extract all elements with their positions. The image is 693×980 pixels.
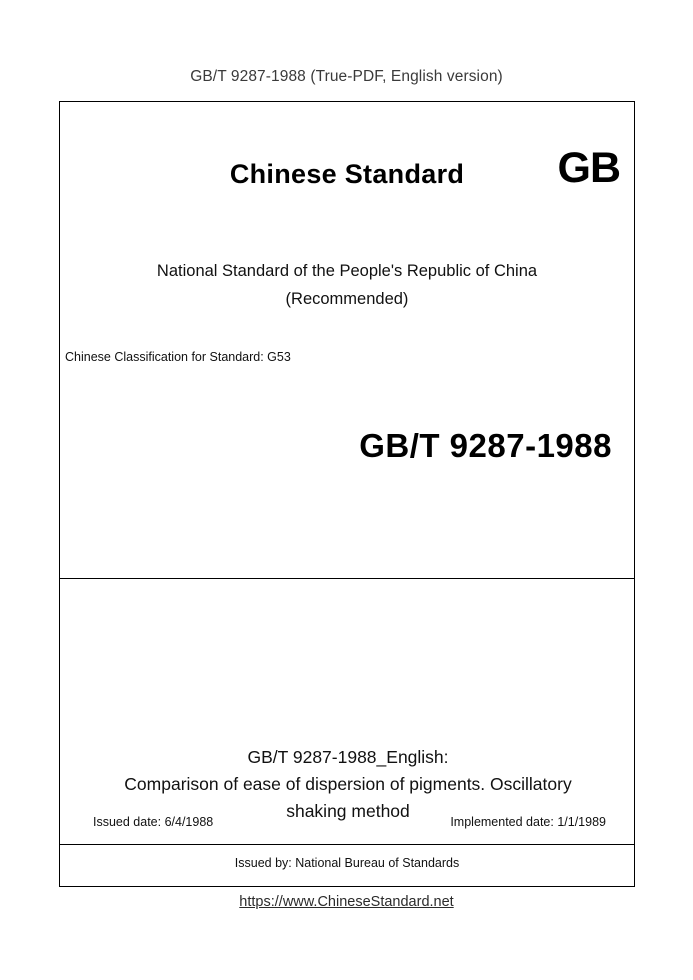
implemented-date: Implemented date: 1/1/1989 [450, 815, 606, 829]
chinese-standard-heading: Chinese Standard [229, 159, 465, 189]
cover-upper-section [60, 102, 634, 579]
national-standard-line-2: (Recommended) [285, 290, 409, 308]
standard-cover-box [59, 101, 635, 887]
issued-by: Issued by: National Bureau of Standards [234, 856, 460, 870]
page-header-title: GB/T 9287-1988 (True-PDF, English version) [190, 68, 503, 85]
cover-title-section [60, 579, 634, 845]
document-title-line-1: GB/T 9287-1988_English: [247, 747, 449, 767]
classification-code: Chinese Classification for Standard: G53 [65, 350, 291, 364]
document-title-line-3: shaking method [286, 801, 410, 821]
issued-date: Issued date: 6/4/1988 [93, 815, 214, 829]
cover-issuer-section [60, 845, 634, 886]
document-title [80, 744, 616, 825]
gb-logo: GB [557, 144, 620, 192]
source-website-link[interactable]: https://www.ChineseStandard.net [239, 894, 454, 910]
national-standard-line-1: National Standard of the People's Republic of China [156, 262, 538, 280]
document-title-line-2: Comparison of ease of dispersion of pigments. Oscillatory [124, 774, 572, 794]
national-standard-text [60, 257, 634, 313]
standard-number: GB/T 9287-1988 [359, 427, 612, 464]
